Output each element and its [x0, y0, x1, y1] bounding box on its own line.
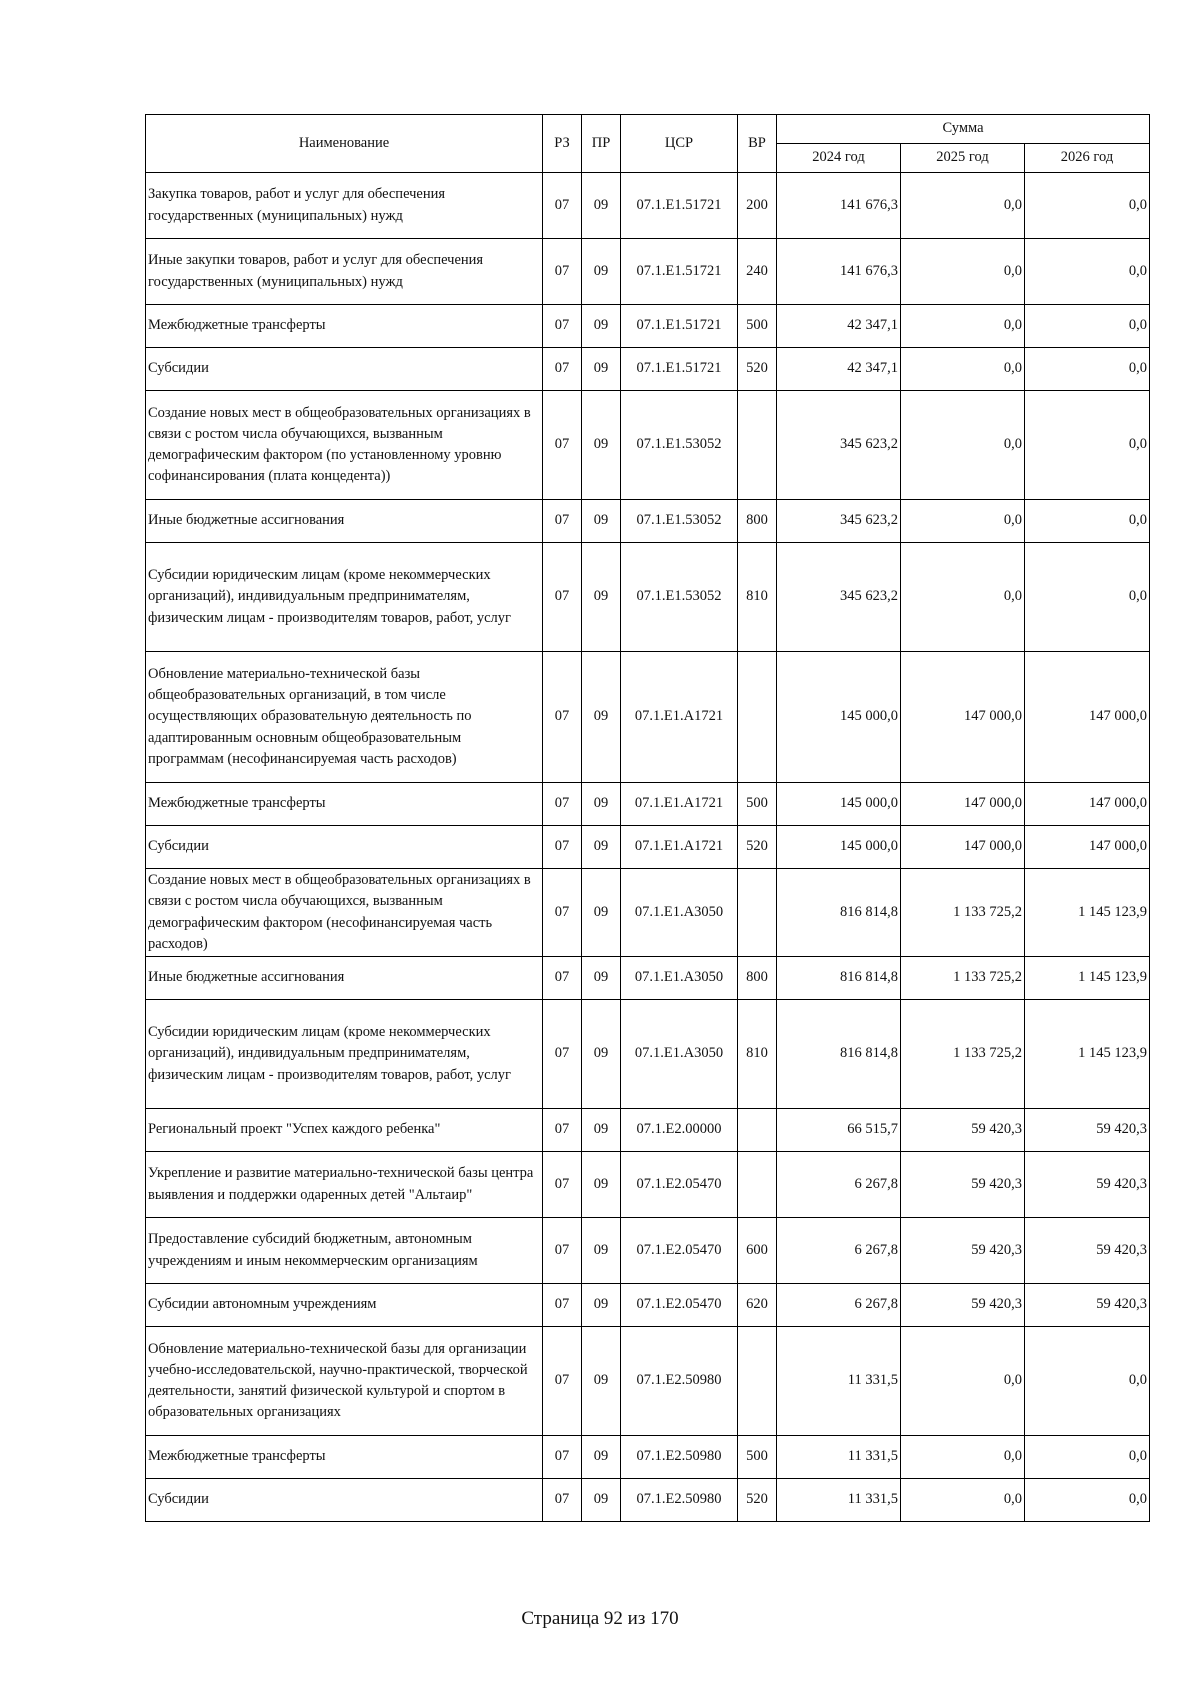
cell-rz: 07	[543, 391, 582, 500]
cell-rz: 07	[543, 1000, 582, 1109]
cell-name: Региональный проект "Успех каждого ребенка"	[146, 1109, 543, 1152]
cell-pr: 09	[582, 173, 621, 239]
cell-pr: 09	[582, 348, 621, 391]
cell-rz: 07	[543, 957, 582, 1000]
cell-pr: 09	[582, 500, 621, 543]
cell-vr	[738, 391, 777, 500]
cell-2026: 0,0	[1025, 543, 1150, 652]
table-row	[146, 239, 1150, 305]
cell-rz: 07	[543, 783, 582, 826]
header-rz: РЗ	[543, 115, 582, 173]
cell-pr: 09	[582, 1218, 621, 1284]
cell-2025: 0,0	[901, 305, 1025, 348]
cell-csr: 07.1.E1.51721	[621, 239, 738, 305]
cell-2024: 141 676,3	[777, 173, 901, 239]
cell-csr: 07.1.E2.50980	[621, 1436, 738, 1479]
cell-name: Межбюджетные трансферты	[146, 1436, 543, 1479]
cell-pr: 09	[582, 305, 621, 348]
cell-pr: 09	[582, 957, 621, 1000]
cell-vr	[738, 1152, 777, 1218]
cell-name: Межбюджетные трансферты	[146, 305, 543, 348]
cell-2026: 0,0	[1025, 500, 1150, 543]
cell-2025: 0,0	[901, 1436, 1025, 1479]
cell-pr: 09	[582, 826, 621, 869]
cell-2025: 0,0	[901, 1327, 1025, 1436]
cell-2026: 147 000,0	[1025, 652, 1150, 783]
cell-2025: 147 000,0	[901, 652, 1025, 783]
cell-name: Создание новых мест в общеобразовательных организациях в связи с ростом числа обучающихся, вызванным демографическим фактором (несофинансируемая часть расходов)	[146, 869, 543, 957]
cell-2026: 0,0	[1025, 1479, 1150, 1522]
cell-name: Субсидии юридическим лицам (кроме некоммерческих организаций), индивидуальным предпринимателям, физическим лицам - производителям товаров, работ, услуг	[146, 1000, 543, 1109]
cell-csr: 07.1.E1.A3050	[621, 869, 738, 957]
table-body	[146, 173, 1150, 1522]
cell-2026: 59 420,3	[1025, 1284, 1150, 1327]
cell-vr: 620	[738, 1284, 777, 1327]
cell-csr: 07.1.E2.50980	[621, 1479, 738, 1522]
cell-pr: 09	[582, 652, 621, 783]
table-row	[146, 1284, 1150, 1327]
cell-name: Обновление материально-технической базы общеобразовательных организаций, в том числе осуществляющих образовательную деятельность по адаптированным основным общеобразовательным программам (несофинансируемая часть расходов)	[146, 652, 543, 783]
cell-2025: 147 000,0	[901, 783, 1025, 826]
cell-vr: 810	[738, 543, 777, 652]
cell-2026: 147 000,0	[1025, 826, 1150, 869]
cell-pr: 09	[582, 1284, 621, 1327]
cell-vr	[738, 652, 777, 783]
cell-rz: 07	[543, 239, 582, 305]
cell-vr: 810	[738, 1000, 777, 1109]
cell-name: Закупка товаров, работ и услуг для обеспечения государственных (муниципальных) нужд	[146, 173, 543, 239]
cell-vr: 200	[738, 173, 777, 239]
table-row	[146, 1152, 1150, 1218]
cell-pr: 09	[582, 783, 621, 826]
cell-2026: 0,0	[1025, 239, 1150, 305]
cell-2024: 6 267,8	[777, 1218, 901, 1284]
header-csr: ЦСР	[621, 115, 738, 173]
cell-2025: 0,0	[901, 348, 1025, 391]
cell-pr: 09	[582, 1327, 621, 1436]
cell-2026: 147 000,0	[1025, 783, 1150, 826]
table-row	[146, 826, 1150, 869]
cell-csr: 07.1.E2.05470	[621, 1152, 738, 1218]
cell-vr: 520	[738, 826, 777, 869]
cell-csr: 07.1.E1.51721	[621, 348, 738, 391]
cell-2026: 59 420,3	[1025, 1152, 1150, 1218]
cell-csr: 07.1.E1.A1721	[621, 652, 738, 783]
cell-2024: 145 000,0	[777, 652, 901, 783]
cell-rz: 07	[543, 500, 582, 543]
cell-pr: 09	[582, 543, 621, 652]
cell-rz: 07	[543, 869, 582, 957]
table-row	[146, 391, 1150, 500]
header-sum: Сумма	[777, 115, 1150, 144]
cell-name: Иные бюджетные ассигнования	[146, 500, 543, 543]
cell-2025: 0,0	[901, 391, 1025, 500]
cell-csr: 07.1.E1.A1721	[621, 826, 738, 869]
cell-rz: 07	[543, 652, 582, 783]
table-row	[146, 1327, 1150, 1436]
cell-2024: 11 331,5	[777, 1436, 901, 1479]
cell-name: Укрепление и развитие материально-технической базы центра выявления и поддержки одаренных детей "Альтаир"	[146, 1152, 543, 1218]
cell-name: Субсидии	[146, 826, 543, 869]
table-row	[146, 1000, 1150, 1109]
cell-name: Иные бюджетные ассигнования	[146, 957, 543, 1000]
table-row	[146, 1479, 1150, 1522]
cell-vr: 500	[738, 1436, 777, 1479]
cell-2024: 816 814,8	[777, 957, 901, 1000]
cell-csr: 07.1.E1.53052	[621, 543, 738, 652]
cell-2024: 345 623,2	[777, 500, 901, 543]
cell-2026: 1 145 123,9	[1025, 957, 1150, 1000]
cell-rz: 07	[543, 543, 582, 652]
cell-vr	[738, 869, 777, 957]
cell-csr: 07.1.E1.53052	[621, 391, 738, 500]
page-number: Страница 92 из 170	[521, 1608, 679, 1629]
header-year-2025: 2025 год	[901, 144, 1025, 173]
cell-name: Субсидии	[146, 348, 543, 391]
cell-2024: 42 347,1	[777, 305, 901, 348]
table-row	[146, 783, 1150, 826]
cell-2026: 1 145 123,9	[1025, 1000, 1150, 1109]
table-row	[146, 869, 1150, 957]
cell-2026: 59 420,3	[1025, 1109, 1150, 1152]
cell-2024: 145 000,0	[777, 783, 901, 826]
table-row	[146, 652, 1150, 783]
cell-vr: 240	[738, 239, 777, 305]
cell-rz: 07	[543, 348, 582, 391]
cell-pr: 09	[582, 1152, 621, 1218]
header-pr: ПР	[582, 115, 621, 173]
cell-2025: 147 000,0	[901, 826, 1025, 869]
cell-2024: 345 623,2	[777, 543, 901, 652]
cell-csr: 07.1.E1.51721	[621, 173, 738, 239]
cell-rz: 07	[543, 305, 582, 348]
cell-2026: 0,0	[1025, 1436, 1150, 1479]
cell-vr: 600	[738, 1218, 777, 1284]
header-year-2024: 2024 год	[777, 144, 901, 173]
cell-name: Создание новых мест в общеобразовательных организациях в связи с ростом числа обучающихся, вызванным демографическим фактором (по установленному уровню софинансирования (плата концедента))	[146, 391, 543, 500]
cell-name: Субсидии	[146, 1479, 543, 1522]
table-row	[146, 348, 1150, 391]
cell-2026: 0,0	[1025, 391, 1150, 500]
cell-2025: 1 133 725,2	[901, 1000, 1025, 1109]
cell-2025: 1 133 725,2	[901, 869, 1025, 957]
cell-csr: 07.1.E1.51721	[621, 305, 738, 348]
cell-2024: 345 623,2	[777, 391, 901, 500]
cell-2024: 6 267,8	[777, 1152, 901, 1218]
cell-csr: 07.1.E1.A3050	[621, 957, 738, 1000]
table-row	[146, 543, 1150, 652]
cell-2024: 816 814,8	[777, 869, 901, 957]
cell-2025: 0,0	[901, 239, 1025, 305]
cell-2025: 59 420,3	[901, 1109, 1025, 1152]
cell-2024: 11 331,5	[777, 1479, 901, 1522]
cell-csr: 07.1.E1.A1721	[621, 783, 738, 826]
cell-2025: 0,0	[901, 1479, 1025, 1522]
cell-2024: 66 515,7	[777, 1109, 901, 1152]
cell-rz: 07	[543, 1436, 582, 1479]
cell-pr: 09	[582, 239, 621, 305]
cell-name: Предоставление субсидий бюджетным, автономным учреждениям и иным некоммерческим организациям	[146, 1218, 543, 1284]
cell-rz: 07	[543, 826, 582, 869]
cell-rz: 07	[543, 1152, 582, 1218]
cell-2026: 0,0	[1025, 305, 1150, 348]
cell-2024: 11 331,5	[777, 1327, 901, 1436]
header-vr: ВР	[738, 115, 777, 173]
cell-vr	[738, 1109, 777, 1152]
cell-2025: 59 420,3	[901, 1152, 1025, 1218]
cell-2024: 6 267,8	[777, 1284, 901, 1327]
cell-csr: 07.1.E2.00000	[621, 1109, 738, 1152]
cell-csr: 07.1.E2.05470	[621, 1218, 738, 1284]
cell-pr: 09	[582, 1000, 621, 1109]
cell-rz: 07	[543, 173, 582, 239]
cell-2025: 59 420,3	[901, 1218, 1025, 1284]
cell-name: Иные закупки товаров, работ и услуг для обеспечения государственных (муниципальных) нужд	[146, 239, 543, 305]
cell-2024: 42 347,1	[777, 348, 901, 391]
table-row	[146, 1109, 1150, 1152]
cell-name: Субсидии автономным учреждениям	[146, 1284, 543, 1327]
cell-2026: 0,0	[1025, 348, 1150, 391]
cell-rz: 07	[543, 1479, 582, 1522]
cell-2025: 0,0	[901, 543, 1025, 652]
cell-2026: 0,0	[1025, 1327, 1150, 1436]
cell-csr: 07.1.E2.05470	[621, 1284, 738, 1327]
cell-name: Обновление материально-технической базы для организации учебно-исследовательской, научно-практической, творческой деятельности, занятий физической культурой и спортом в образовательных организациях	[146, 1327, 543, 1436]
cell-csr: 07.1.E1.53052	[621, 500, 738, 543]
cell-2025: 0,0	[901, 173, 1025, 239]
cell-rz: 07	[543, 1109, 582, 1152]
cell-2024: 145 000,0	[777, 826, 901, 869]
cell-2025: 0,0	[901, 500, 1025, 543]
cell-vr: 520	[738, 1479, 777, 1522]
cell-rz: 07	[543, 1327, 582, 1436]
cell-pr: 09	[582, 1479, 621, 1522]
cell-vr: 520	[738, 348, 777, 391]
cell-name: Межбюджетные трансферты	[146, 783, 543, 826]
cell-vr: 500	[738, 305, 777, 348]
header-year-2026: 2026 год	[1025, 144, 1150, 173]
table-row	[146, 1436, 1150, 1479]
cell-2026: 0,0	[1025, 173, 1150, 239]
cell-pr: 09	[582, 1109, 621, 1152]
cell-2026: 1 145 123,9	[1025, 869, 1150, 957]
cell-pr: 09	[582, 391, 621, 500]
cell-2026: 59 420,3	[1025, 1218, 1150, 1284]
cell-pr: 09	[582, 869, 621, 957]
table-row	[146, 500, 1150, 543]
cell-csr: 07.1.E1.A3050	[621, 1000, 738, 1109]
cell-vr: 500	[738, 783, 777, 826]
cell-2025: 59 420,3	[901, 1284, 1025, 1327]
cell-vr	[738, 1327, 777, 1436]
cell-vr: 800	[738, 957, 777, 1000]
cell-rz: 07	[543, 1284, 582, 1327]
table-row	[146, 173, 1150, 239]
header-name: Наименование	[146, 115, 543, 173]
cell-name: Субсидии юридическим лицам (кроме некоммерческих организаций), индивидуальным предпринимателям, физическим лицам - производителям товаров, работ, услуг	[146, 543, 543, 652]
cell-csr: 07.1.E2.50980	[621, 1327, 738, 1436]
cell-2024: 816 814,8	[777, 1000, 901, 1109]
cell-rz: 07	[543, 1218, 582, 1284]
cell-2024: 141 676,3	[777, 239, 901, 305]
cell-2025: 1 133 725,2	[901, 957, 1025, 1000]
cell-vr: 800	[738, 500, 777, 543]
cell-pr: 09	[582, 1436, 621, 1479]
budget-table	[145, 114, 1150, 1522]
table-row	[146, 305, 1150, 348]
table-row	[146, 1218, 1150, 1284]
table-header	[146, 115, 1150, 173]
table-row	[146, 957, 1150, 1000]
